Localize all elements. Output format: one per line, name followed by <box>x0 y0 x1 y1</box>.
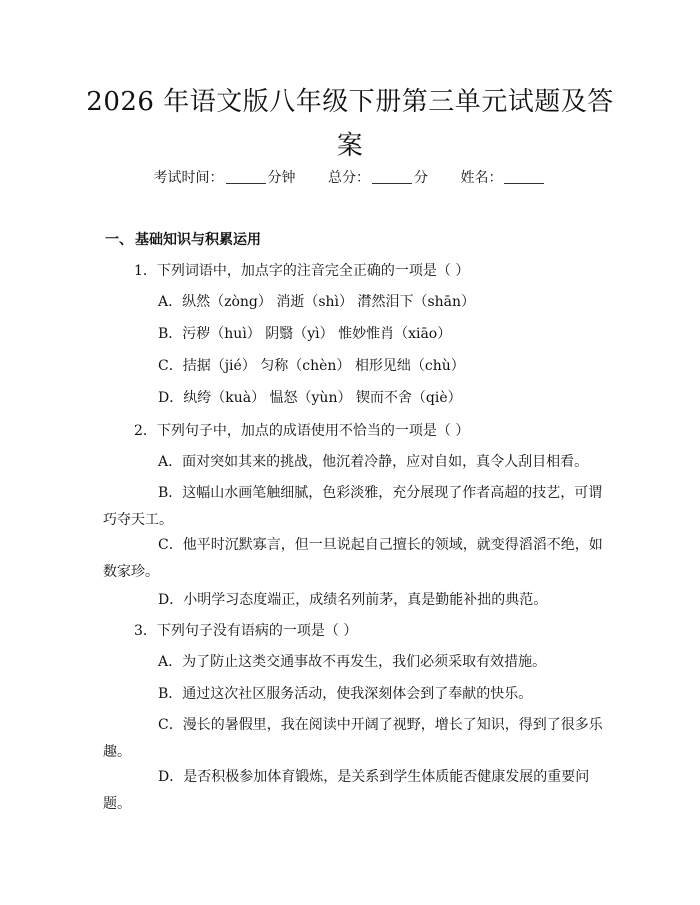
score-label: 总分： <box>328 170 370 186</box>
question-1-option-b: B．污秽（huì） 阴翳（yì） 惟妙惟肖（xiāo） <box>158 326 452 342</box>
score-unit: 分 <box>414 170 428 186</box>
question-3-option-b: B．通过这次社区服务活动，使我深刻体会到了奉献的快乐。 <box>158 686 533 702</box>
exam-title <box>70 80 630 168</box>
time-unit: 分钟 <box>267 170 296 186</box>
question-2-stem: 2．下列句子中，加点的成语使用不恰当的一项是（ ） <box>134 423 470 439</box>
question-2-option-d: D．小明学习态度端正，成绩名列前茅，真是勤能补拙的典范。 <box>158 592 548 608</box>
score-blank[interactable] <box>372 169 412 184</box>
time-label: 考试时间： <box>153 170 224 186</box>
question-2-option-a: A．面对突如其来的挑战，他沉着冷静，应对自如，真令人刮目相看。 <box>158 454 589 470</box>
question-1-option-d: D．纨绔（kuà） 愠怒（yùn） 锲而不舍（qiè） <box>158 390 462 406</box>
question-3-option-a: A．为了防止这类交通事故不再发生，我们必须采取有效措施。 <box>158 654 547 670</box>
section-heading <box>105 229 261 249</box>
exam-score <box>328 168 428 188</box>
title-line-1: 2026 年语文版八年级下册第三单元试题及答 <box>86 87 614 117</box>
question-2-option-b: B．这幅山水画笔触细腻，色彩淡雅，充分展现了作者高超的技艺，可谓巧夺天工。 <box>103 485 603 528</box>
question-1-stem: 1．下列词语中，加点字的注音完全正确的一项是（ ） <box>134 263 470 279</box>
question-2-option-c: C．他平时沉默寡言，但一旦说起自己擅长的领域，就变得滔滔不绝，如数家珍。 <box>103 537 603 580</box>
question-1-option-a: A．纵然（zòng） 消逝（shì） 潸然泪下（shān） <box>158 294 476 310</box>
name-blank[interactable] <box>504 169 544 184</box>
question-1-option-c: C．拮据（jié） 匀称（chèn） 相形见绌（chù） <box>158 358 465 374</box>
question-3-option-c: C．漫长的暑假里，我在阅读中开阔了视野，增长了知识，得到了很多乐趣。 <box>103 717 603 760</box>
exam-name <box>460 168 546 188</box>
question-3-stem: 3．下列句子没有语病的一项是（ ） <box>134 623 358 639</box>
section-number: 一、 <box>105 232 133 248</box>
section-title: 基础知识与积累运用 <box>135 232 261 248</box>
exam-time <box>154 168 296 188</box>
time-blank[interactable] <box>226 169 266 184</box>
title-line-2: 案 <box>336 131 364 161</box>
question-3-option-d: D．是否积极参加体育锻炼，是关系到学生体质能否健康发展的重要问题。 <box>103 769 590 812</box>
exam-meta <box>0 168 700 188</box>
name-label: 姓名： <box>460 170 503 186</box>
